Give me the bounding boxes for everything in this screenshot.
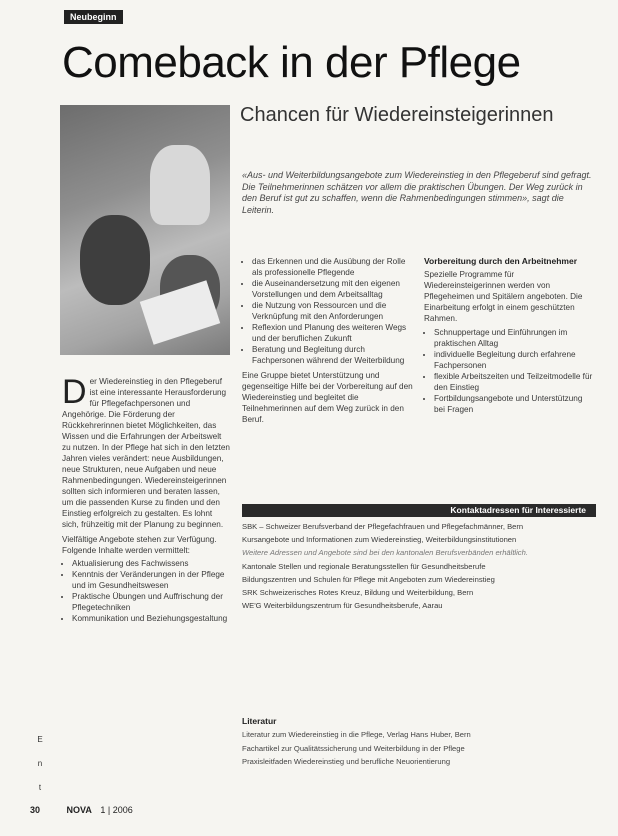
photo-paper — [140, 280, 220, 344]
list-item: • die Auseinandersetzung mit den eigenen Vorstellungen und dem Arbeitsalltag — [252, 278, 414, 300]
photo-person — [150, 145, 210, 225]
column-2-list — [242, 256, 414, 366]
photo-person — [80, 215, 150, 305]
column-1-list — [62, 558, 230, 624]
contact-entry: SRK Schweizerisches Rotes Kreuz, Bildung und Weiterbildung, Bern — [242, 588, 474, 598]
list-item: • individuelle Begleitung durch erfahrene Fachpersonen — [434, 349, 594, 371]
contact-entry: Kursangebote und Informationen zum Wiedereinstieg, Weiterbildungsinstitutionen — [242, 535, 517, 545]
article-subtitle: Chancen für Wiedereinsteigerinnen — [240, 104, 554, 126]
contact-entry: SBK – Schweizer Berufsverband der Pflegefachfrauen und Pflegefachmänner, Bern — [242, 522, 524, 531]
contact-entry: Kantonale Stellen und regionale Beratungsstellen für Gesundheitsberufe — [242, 561, 486, 571]
margin-marks — [30, 728, 50, 800]
column-1 — [62, 373, 230, 624]
margin-mark: n — [37, 759, 43, 768]
article-title: Comeback in der Pflege — [62, 38, 521, 87]
list-item: • Fortbildungsangebote und Unterstützung bei Fragen — [434, 393, 594, 415]
section-tag: Neubeginn — [64, 10, 123, 24]
list-item: • Aktualisierung des Fachwissens — [72, 558, 230, 569]
column-3 — [424, 256, 594, 415]
page-number: 30 — [30, 805, 41, 815]
drop-cap: D — [62, 373, 87, 411]
list-item: • Kenntnis der Veränderungen in der Pflege und im Gesundheitswesen — [72, 569, 230, 591]
contacts-heading-bar — [242, 504, 596, 517]
column-3-text: Spezielle Programme für Wiedereinsteigerinnen werden von Pflegeheimen und Spitälern angeboten. Die Einarbeitung erfolgt in einem geschützten Rahmen. — [424, 270, 583, 323]
contact-entry: WE'G Weiterbildungszentrum für Gesundheitsberufe, Aarau — [242, 601, 443, 611]
contacts-heading: Kontaktadressen für Interessierte — [450, 505, 586, 515]
lead-paragraph: «Aus- und Weiterbildungsangebote zum Wiedereinstieg in den Pflegeberuf sind gefragt. Die Teilnehmerinnen schätzen vor allem die praktischen Übungen. Der Weg zurück in den Beruf ist gut zu schaffen, wenn die Rahmenbedingungen stimmen», sagt die Leiterin. — [242, 170, 592, 215]
literature-item: Fachartikel zur Qualitätssicherung und Weiterbildung in der Pflege — [242, 743, 465, 753]
literature-item: Literatur zum Wiedereinstieg in die Pflege, Verlag Hans Huber, Bern — [242, 730, 471, 739]
list-item: • Praktische Übungen und Auffrischung der Pflegetechniken — [72, 591, 230, 613]
article-photo — [60, 105, 230, 355]
list-item: • flexible Arbeitszeiten und Teilzeitmodelle für den Einstieg — [434, 371, 594, 393]
contact-note: Weitere Adressen und Angebote sind bei den kantonalen Berufsverbänden erhältlich. — [242, 548, 528, 558]
column-2 — [242, 256, 414, 425]
contact-entry: Bildungszentren und Schulen für Pflege mit Angeboten zum Wiedereinstieg — [242, 574, 495, 584]
magazine-brand: NOVA — [66, 805, 92, 815]
list-item: • das Erkennen und die Ausübung der Rolle als professionelle Pflegende — [252, 256, 414, 278]
list-item: • Reflexion und Planung des weiteren Wegs und der beruflichen Zukunft — [252, 322, 414, 344]
list-item: • Kommunikation und Beziehungsgestaltung — [72, 613, 230, 624]
column-3-list — [424, 327, 594, 415]
list-item: • die Nutzung von Ressourcen und die Verknüpfung mit den Anforderungen — [252, 300, 414, 322]
column-2-text: Eine Gruppe bietet Unterstützung und gegenseitige Hilfe bei der Vorbereitung auf den Wiedereinstieg und begleitet die Teilnehmerinnen auf dem Weg zurück in den Beruf. — [242, 371, 413, 424]
page-footer — [30, 805, 133, 815]
literature-heading: Literatur — [242, 716, 277, 726]
list-item: • Beratung und Begleitung durch Fachpersonen während der Weiterbildung — [252, 344, 414, 366]
list-item: • Schnuppertage und Einführungen im praktischen Alltag — [434, 327, 594, 349]
column-1-text-2: Vielfältige Angebote stehen zur Verfügung. Folgende Inhalte werden vermittelt: — [62, 535, 217, 555]
margin-mark: t — [38, 783, 42, 792]
literature-list — [242, 730, 596, 771]
column-3-heading: Vorbereitung durch den Arbeitnehmer — [424, 256, 578, 266]
issue-label: 1 | 2006 — [100, 805, 133, 815]
column-1-text: er Wiedereinstieg in den Pflegeberuf ist eine interessante Herausforderung für Pflegefachpersonen und Angehörige. Die Förderung der Rückkehrerinnen bietet Möglichkeiten, das Wissen und die Erfahrungen der Arbeitswelt zu nutzen. In der Pflege hat sich in den letzten Jahren vieles verändert: neue Ausbildungen, neue Strukturen, neue Aufgaben und neue Rahmenbedingungen. Wiedereinsteigerinnen sollten sich informieren und beraten lassen, um die passenden Kurse zu finden und den Einstieg erfolgreich zu gestalten. Es lohnt sich, frühzeitig mit der Planung zu beginnen. — [62, 377, 230, 529]
margin-mark: E — [37, 735, 43, 744]
contacts-list — [242, 522, 596, 614]
literature-item: Praxisleitfaden Wiedereinstieg und berufliche Neuorientierung — [242, 757, 451, 766]
